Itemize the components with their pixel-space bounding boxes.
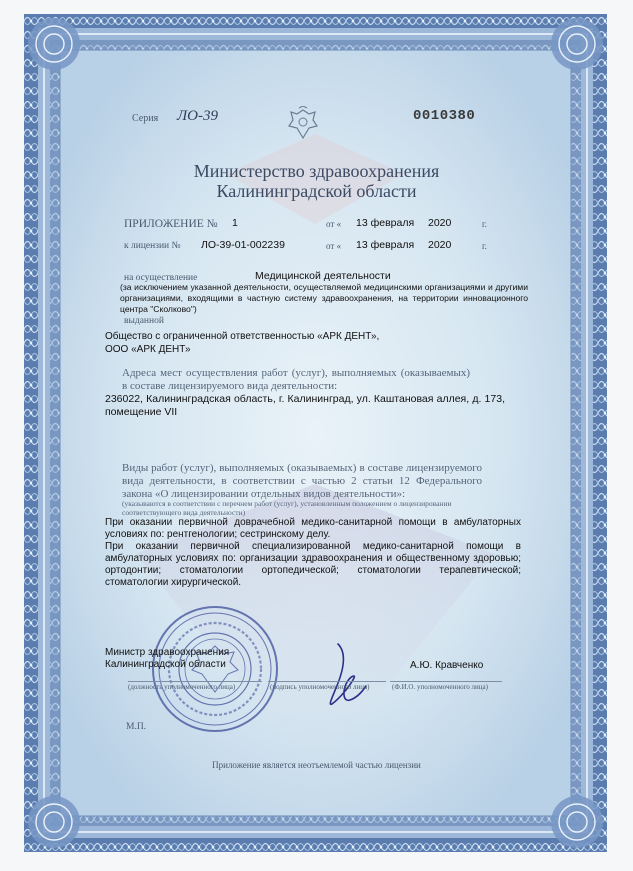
signatory-position-line2: Калининградской области [105, 659, 226, 670]
appendix-year-suffix: г. [482, 219, 487, 229]
position-underline [128, 681, 262, 682]
coat-of-arms-emblem [287, 106, 319, 142]
caption-name: (Ф.И.О. уполномоченного лица) [392, 683, 488, 691]
appendix-from-label: от « [326, 219, 342, 229]
appendix-date: 13 февраля [356, 217, 415, 229]
appendix-label: ПРИЛОЖЕНИЕ № [124, 218, 218, 230]
license-ref-year: 2020 [428, 239, 452, 251]
appendix-number: 1 [232, 217, 238, 229]
license-ref-year-suffix: г. [482, 241, 487, 251]
series-value: ЛО-39 [177, 108, 218, 124]
activity-value: Медицинской деятельности [255, 270, 391, 282]
caption-signature: (подпись уполномоченного лица) [270, 683, 370, 691]
license-number: 0010380 [413, 108, 476, 124]
address-heading: Адреса мест осуществления работ (услуг), выполняемых (оказываемых) в составе лицензируемого вида деятельности: [122, 367, 470, 392]
handwritten-signature [320, 640, 370, 712]
services-note: (указываются в соответствии с перечнем работ (услуг), установленным положением о лицензировании соответствующего вида деятельности) [122, 499, 452, 517]
licensee-line1: Общество с ограниченной ответственностью «АРК ДЕНТ», [105, 331, 380, 342]
authority-line2: Калининградской области [216, 181, 417, 201]
issued-label: выданной [124, 316, 164, 326]
address-value: 236022, Калининградская область, г. Калининград, ул. Каштановая аллея, д. 173, помещение VII [105, 393, 505, 418]
license-ref-date: 13 февраля [356, 239, 415, 251]
activity-label: на осуществление [124, 273, 198, 283]
licensee-line2: ООО «АРК ДЕНТ» [105, 344, 191, 355]
services-paragraph-1: При оказании первичной доврачебной медико-санитарной помощи в амбулаторных условиях по: рентгенологии; сестринскому делу. [105, 517, 521, 540]
activity-exception: (за исключением указанной деятельности, осуществляемой медицинскими организациями и другими организациями, входящими в частную систему здравоохранения, на территории инновационного центра "Сколково") [120, 282, 528, 314]
signatory-position-line1: Министр здравоохранения [105, 647, 230, 658]
signatory-name: А.Ю. Кравченко [410, 660, 484, 671]
license-ref-label: к лицензии № [124, 241, 181, 251]
caption-position: (должность уполномоченного лица) [128, 683, 236, 691]
license-ref-number: ЛО-39-01-002239 [201, 239, 285, 251]
appendix-year: 2020 [428, 217, 452, 229]
series-label: Серия [132, 113, 159, 124]
signature-underline [268, 681, 386, 682]
services-paragraph-2: При оказании первичной специализированной медико-санитарной помощи в амбулаторных условиях по: организации здравоохранения и общественному здоровью; ортодонтии; стоматологии ортопедической; стоматологии терапевтической; стоматологии хирургической. [105, 541, 521, 588]
services-heading: Виды работ (услуг), выполняемых (оказываемых) в составе лицензируемого вида деятельности, в соответствии с частью 2 статьи 12 Федерального закона «О лицензировании отдельных видов деятельности»: [122, 462, 482, 500]
name-underline [390, 681, 502, 682]
authority-line1: Министерство здравоохранения [193, 161, 440, 181]
footer-note: Приложение является неотъемлемой частью лицензии [212, 760, 421, 770]
stamp-place-label: М.П. [126, 722, 147, 732]
license-ref-from-label: от « [326, 241, 342, 251]
